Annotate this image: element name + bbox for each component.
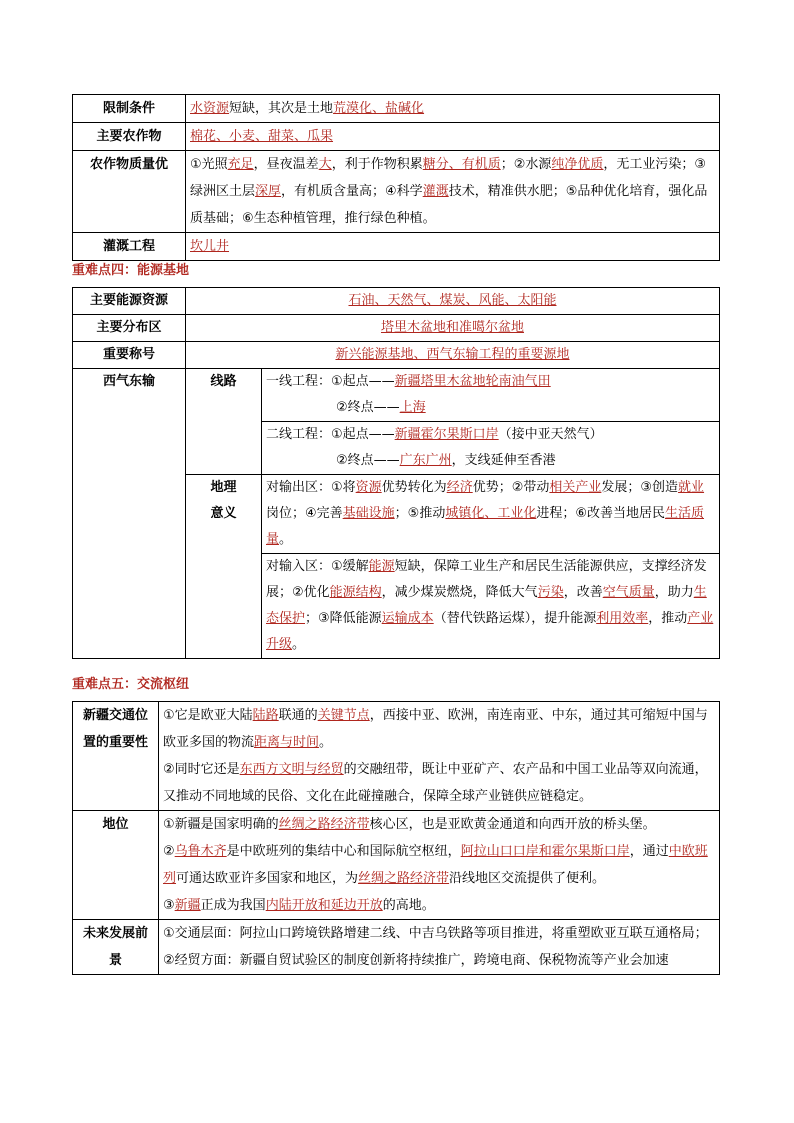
text-run: ；②水源 [500, 157, 552, 172]
table-row [73, 233, 720, 261]
paragraph [163, 811, 715, 838]
key-term: 丝绸之路经济带 [358, 871, 450, 886]
paragraph [163, 838, 715, 892]
key-term: 丝绸之路经济带 [278, 817, 370, 832]
text-run: ② [163, 844, 175, 859]
key-term: 荒漠化、盐碱化 [333, 101, 425, 116]
text-run: 技术，精准供水肥；⑤品种优化培育，强化品质基础；⑥生态种植管理，推行绿色种植。 [190, 184, 708, 226]
key-term: 东西方文明与经贸 [239, 762, 344, 777]
section-heading-hub: 重难点五：交流枢纽 [72, 677, 190, 692]
key-term: 基础设施 [342, 506, 395, 521]
text-run: ；③降低能源 [305, 611, 382, 626]
table-row [73, 95, 720, 123]
paragraph [163, 920, 715, 947]
energy-table [72, 287, 720, 659]
text-run: 二线工程：①起点—— [266, 427, 395, 442]
row-value [186, 342, 720, 369]
text-run: 核心区，也是亚欧黄金通道和向西开放的桥头堡。 [369, 817, 656, 832]
text-run: ，通过 [629, 844, 669, 859]
text-run: ，推动 [648, 611, 688, 626]
table-row [73, 315, 720, 342]
row-label: 主要能源资源 [73, 288, 186, 315]
xqdx-label: 西气东输 [73, 369, 186, 659]
line1-end [266, 395, 715, 421]
text-run: ；⑤推动 [394, 506, 446, 521]
text-run: 沿线地区交流提供了便利。 [449, 871, 606, 886]
line1-cell [262, 369, 720, 422]
rich-cell [186, 123, 720, 151]
hub-cell-status [159, 811, 720, 920]
meaning-label-line1: 地理 [210, 480, 237, 495]
rich-cell [186, 95, 720, 123]
table-row [73, 369, 720, 422]
line2-start [266, 422, 715, 448]
row-label: 主要农作物 [73, 123, 186, 151]
key-term: 利用效率 [596, 611, 649, 626]
key-term: 污染 [537, 585, 564, 600]
text-run: ，减少煤炭燃烧，降低大气 [381, 585, 538, 600]
table-row [73, 811, 720, 920]
text-run: 的高地。 [382, 898, 435, 913]
text-run: 对输入区：①缓解 [266, 559, 369, 574]
output-region-cell [262, 475, 720, 554]
section-heading-energy: 重难点四：能源基地 [72, 263, 190, 278]
key-term: 经济 [446, 480, 473, 495]
key-term: 水资源 [190, 101, 230, 116]
rich-cell [186, 151, 720, 233]
text-run: ①交通层面：阿拉山口跨境铁路增建二线、中吉乌铁路等项目推进，将重塑欧亚互联互通格局； [163, 926, 708, 941]
table-row [73, 702, 720, 811]
meaning-label-line2: 意义 [210, 506, 237, 521]
row-label: 灌溉工程 [73, 233, 186, 261]
line1-start [266, 369, 715, 395]
row-label: 主要分布区 [73, 315, 186, 342]
key-term: 关键节点 [317, 708, 370, 723]
key-term: 产业升级 [266, 611, 714, 652]
key-term: 灌溉 [422, 184, 449, 199]
meaning-label [186, 475, 262, 659]
text-run: ，昼夜温差 [253, 157, 319, 172]
row-label: 未来发展前景 [73, 920, 159, 975]
key-term: 城镇化、工业化 [445, 506, 537, 521]
text-run: 优势；②带动 [472, 480, 550, 495]
table-row [73, 920, 720, 975]
table-row [73, 151, 720, 233]
text-run: 是中欧班列的集结中心和国际航空枢纽， [226, 844, 461, 859]
row-label: 重要称号 [73, 342, 186, 369]
key-term: 距离与时间 [254, 735, 320, 750]
text-run: 发展；③创造 [601, 480, 679, 495]
text-run: ，西接中亚、欧洲，南连南亚、中东，通过其可缩短中国与欧亚多国的物流 [163, 708, 708, 750]
text-run: ，改善 [563, 585, 603, 600]
key-term: 内陆开放和延边开放 [265, 898, 383, 913]
key-term: 糖分、有机质 [422, 157, 501, 172]
text-run: 优势转化为 [381, 480, 447, 495]
text-run: ②经贸方面：新疆自贸试验区的制度创新将持续推广，跨境电商、保税物流等产业会加速 [163, 953, 669, 968]
text-run: 岗位；④完善 [266, 506, 343, 521]
key-term: 纯净优质 [551, 157, 604, 172]
text-run: 短缺，其次是土地 [229, 101, 334, 116]
table-row [73, 288, 720, 315]
table-row [73, 123, 720, 151]
text-run: 。 [279, 532, 293, 547]
input-region-cell [262, 554, 720, 659]
hub-table [72, 701, 720, 975]
text-run: 正成为我国 [200, 898, 266, 913]
key-term: 就业 [678, 480, 705, 495]
table-row [73, 342, 720, 369]
row-value [186, 315, 720, 342]
key-term: 生活质量 [266, 506, 705, 547]
key-term: 新疆 [174, 898, 201, 913]
text-run: 。 [319, 735, 333, 750]
text-run: ，有机质含量高；④科学 [281, 184, 423, 199]
key-term: 运输成本 [381, 611, 434, 626]
text-run: 进程；⑥改善当地居民 [536, 506, 665, 521]
text-run: 。 [292, 637, 306, 652]
key-term: 大 [318, 157, 332, 172]
key-term: 深厚 [255, 184, 282, 199]
text-run: 短缺，保障工业生产和居民生活能源供应，支撑经济发展；②优化 [266, 559, 707, 600]
text-run: 可通达欧亚许多国家和地区，为 [176, 871, 359, 886]
row-label: 农作物质量优 [73, 151, 186, 233]
paragraph [163, 756, 715, 810]
important-title: 新兴能源基地、西气东输工程的重要源地 [335, 347, 570, 362]
row-label: 限制条件 [73, 95, 186, 123]
row-value [186, 288, 720, 315]
text-run: ②终点—— [336, 453, 400, 468]
paragraph [163, 947, 715, 974]
key-term: 相关产业 [549, 480, 602, 495]
key-term: 中欧班列 [163, 844, 708, 886]
energy-resources: 石油、天然气、煤炭、风能、太阳能 [348, 293, 557, 308]
text-run: ②终点—— [336, 400, 400, 415]
paragraph [163, 892, 715, 919]
key-term: 生态保护 [266, 585, 707, 626]
text-run: ①它是欧亚大陆 [163, 708, 253, 723]
key-term: 阿拉山口口岸和霍尔果斯口岸 [460, 844, 630, 859]
key-term: 坎儿井 [190, 239, 230, 254]
key-term: 资源 [355, 480, 382, 495]
key-term: 能源结构 [329, 585, 382, 600]
line2-cell [262, 422, 720, 475]
text-run: 联通的 [278, 708, 318, 723]
text-run: ③ [163, 898, 175, 913]
hub-cell-future [159, 920, 720, 975]
key-term: 空气质量 [602, 585, 655, 600]
text-run: ，助力 [654, 585, 694, 600]
distribution-area: 塔里木盆地和准噶尔盆地 [380, 320, 524, 335]
text-run: ②同时它还是 [163, 762, 240, 777]
text-run: 的交融纽带，既让中亚矿产、农产品和中国工业品等双向流通，又推动不同地域的民俗、文化在此碰撞融合，保障全球产业链供应链稳定。 [163, 762, 708, 804]
hub-cell-importance [159, 702, 720, 811]
key-term: 充足 [227, 157, 254, 172]
key-term: 陆路 [252, 708, 279, 723]
route-label: 线路 [186, 369, 262, 475]
key-term: 乌鲁木齐 [174, 844, 227, 859]
text-run: （接中亚天然气） [498, 427, 603, 442]
paragraph [163, 702, 715, 756]
row-label: 地位 [73, 811, 159, 920]
text-run: ，利于作物积累 [331, 157, 423, 172]
row-label: 新疆交通位置的重要性 [73, 702, 159, 811]
rich-cell [186, 233, 720, 261]
key-term: 广东广州 [399, 453, 452, 468]
key-term: 能源 [368, 559, 395, 574]
text-run: ①光照 [190, 157, 228, 172]
text-run: 一线工程：①起点—— [266, 374, 395, 389]
key-term: 新疆霍尔果斯口岸 [394, 427, 499, 442]
text-run: ，支线延伸至香港 [451, 453, 556, 468]
key-term: 上海 [399, 400, 426, 415]
text-run: 对输出区：①将 [266, 480, 356, 495]
agriculture-table [72, 94, 720, 261]
text-run: ①新疆是国家明确的 [163, 817, 279, 832]
text-run: （替代铁路运煤），提升能源 [433, 611, 597, 626]
key-term: 棉花、小麦、甜菜、瓜果 [190, 129, 334, 144]
key-term: 新疆塔里木盆地轮南油气田 [394, 374, 551, 389]
text-run: ，无工业污染；③绿洲区土层 [190, 157, 707, 199]
line2-end [266, 448, 715, 474]
